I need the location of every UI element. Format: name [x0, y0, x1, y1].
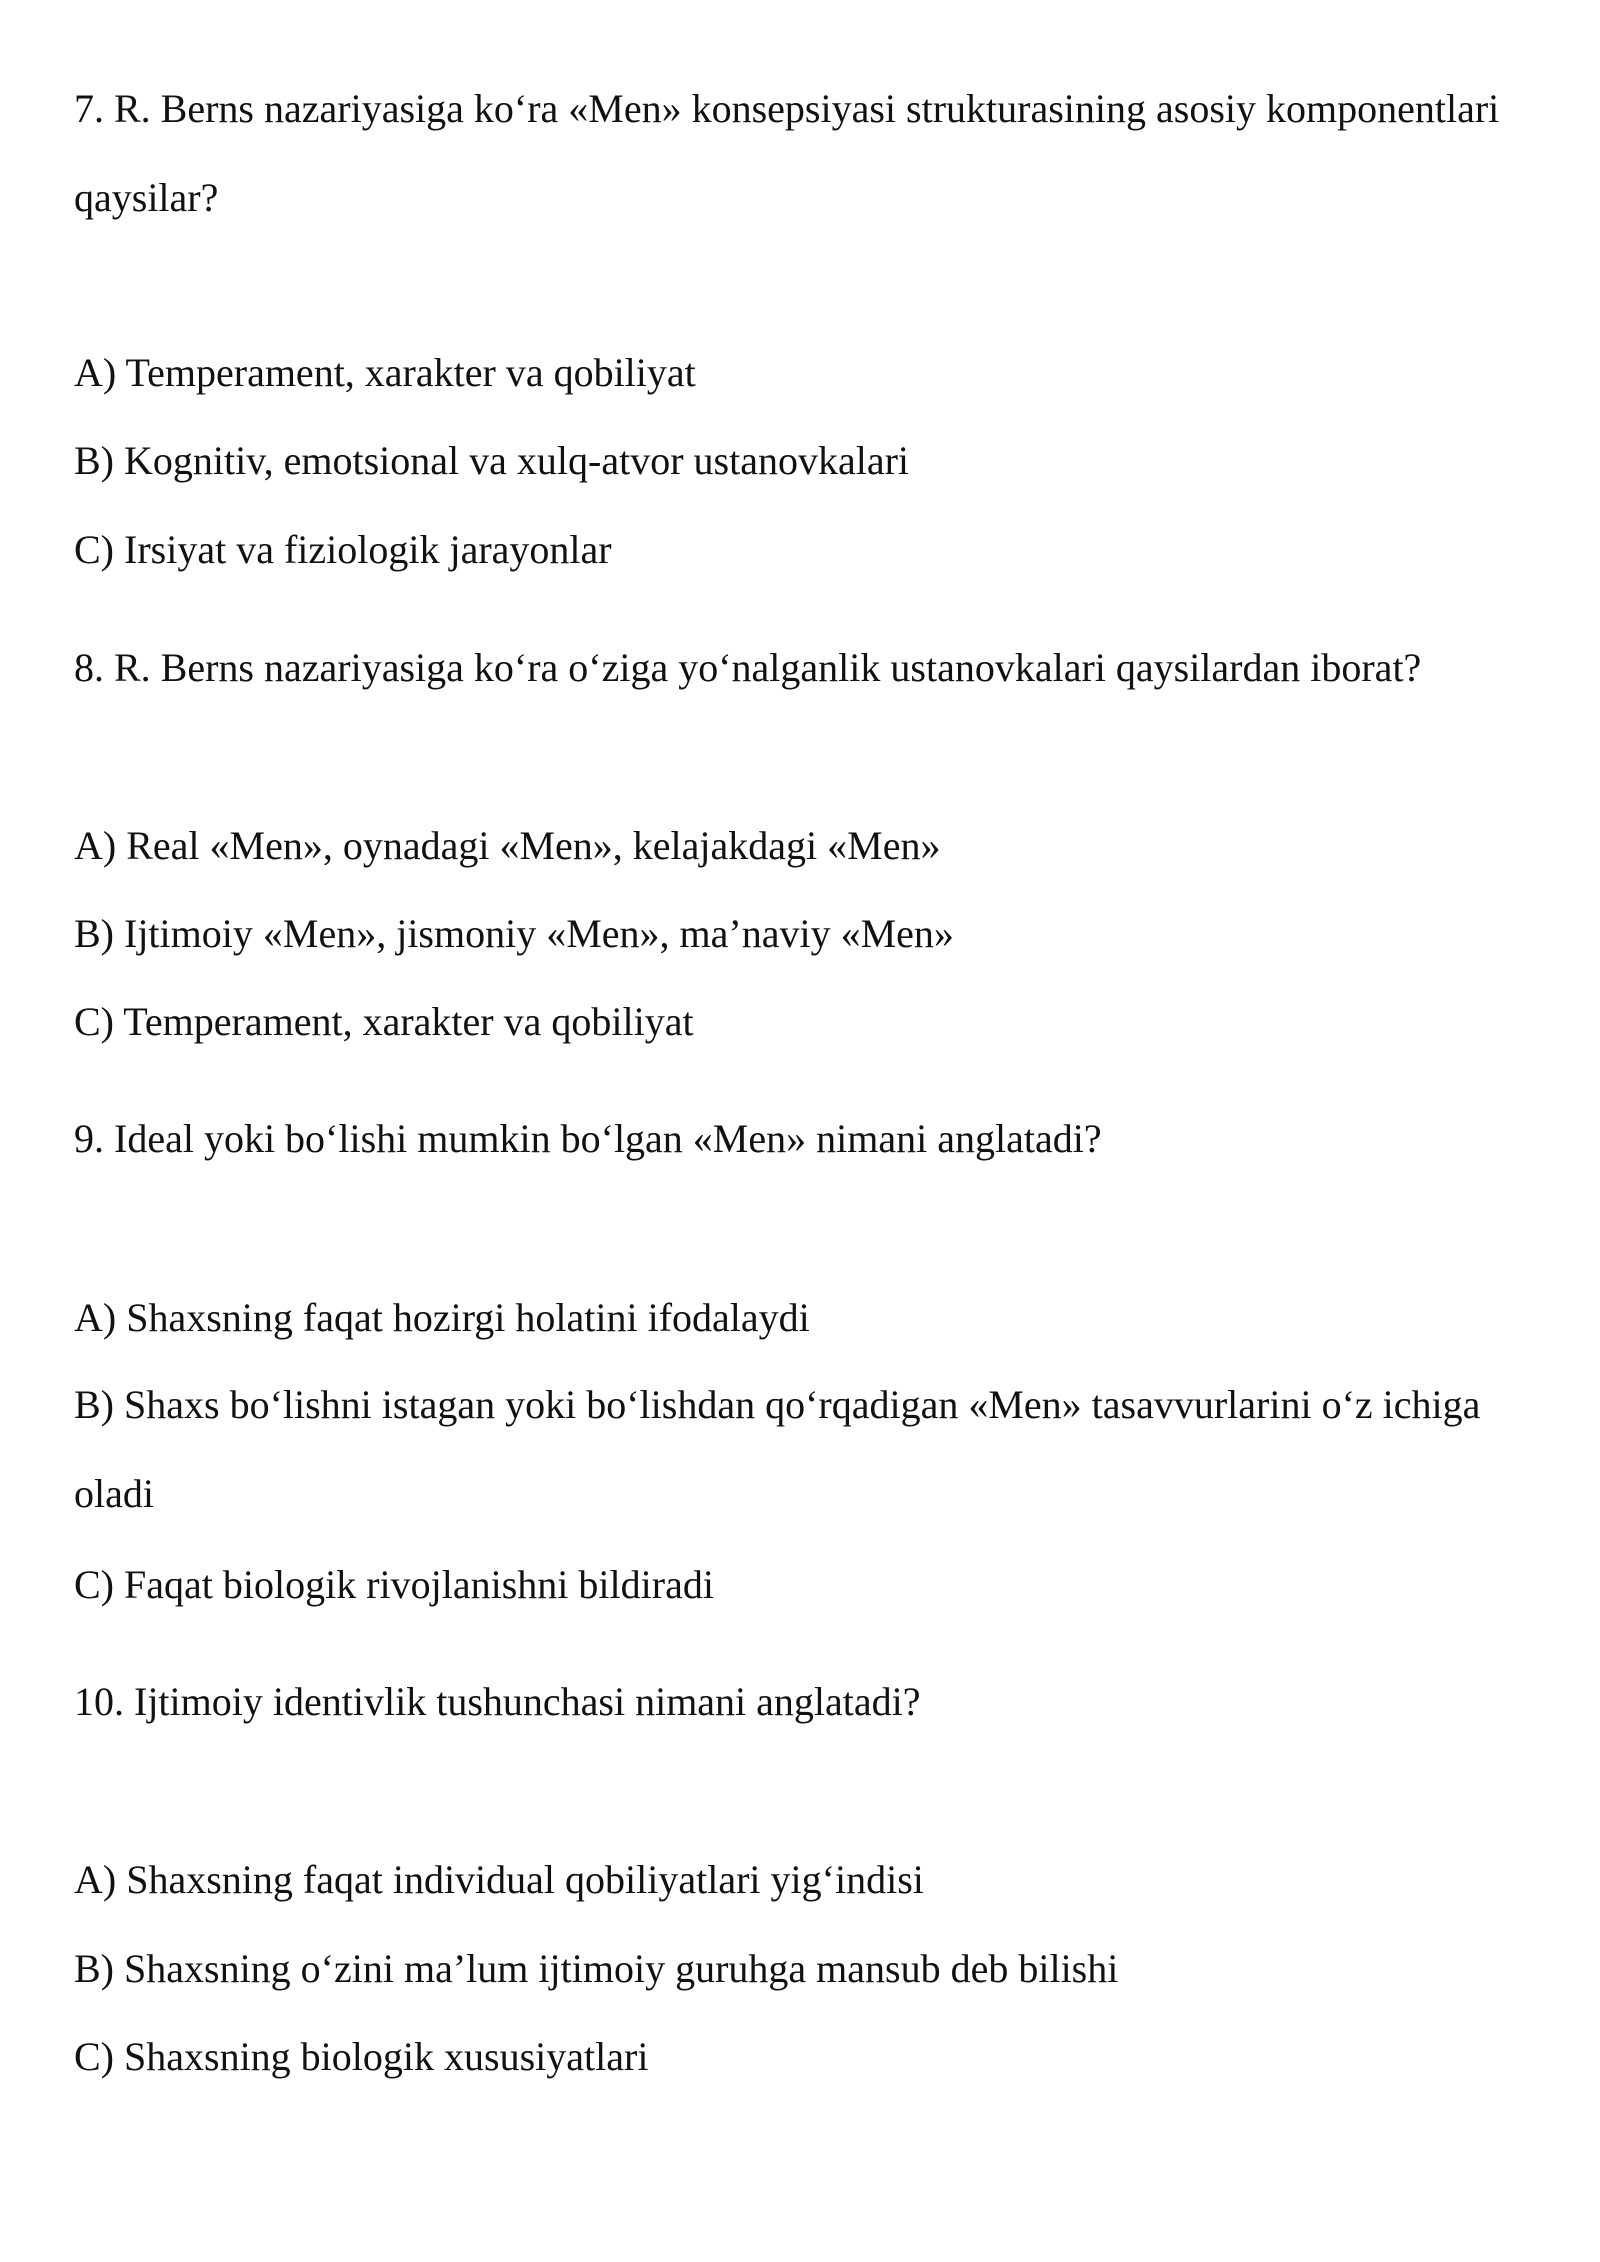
- question-7-title: 7. R. Berns nazariyasiga ko‘ra «Men» konsepsiyasi strukturasining asosiy komponentlari qaysilar?: [74, 86, 1500, 220]
- question-10-option-c: C) Shaxsning biologik xususiyatlari: [74, 2034, 649, 2079]
- question-8-option-c: C) Temperament, xarakter va qobiliyat: [74, 999, 694, 1044]
- question-8-title: 8. R. Berns nazariyasiga ko‘ra o‘ziga yo‘nalganlik ustanovkalari qaysilardan iborat?: [74, 645, 1422, 690]
- question-10-option-a: A) Shaxsning faqat individual qobiliyatlari yig‘indisi: [74, 1857, 924, 1902]
- question-10-title: 10. Ijtimoiy identivlik tushunchasi nimani anglatadi?: [74, 1679, 921, 1724]
- question-8-option-b: B) Ijtimoiy «Men», jismoniy «Men», ma’naviy «Men»: [74, 911, 954, 956]
- question-9-option-a: A) Shaxsning faqat hozirgi holatini ifodalaydi: [74, 1295, 810, 1340]
- question-9-option-c: C) Faqat biologik rivojlanishni bildiradi: [74, 1562, 714, 1607]
- question-7-option-a: A) Temperament, xarakter va qobiliyat: [74, 350, 696, 395]
- question-10-option-b: B) Shaxsning o‘zini ma’lum ijtimoiy guruhga mansub deb bilishi: [74, 1946, 1119, 1991]
- question-8-option-a: A) Real «Men», oynadagi «Men», kelajakdagi «Men»: [74, 823, 941, 868]
- question-7-option-c: C) Irsiyat va fiziologik jarayonlar: [74, 527, 612, 572]
- question-7-option-b: B) Kognitiv, emotsional va xulq-atvor ustanovkalari: [74, 438, 910, 483]
- question-9-title: 9. Ideal yoki bo‘lishi mumkin bo‘lgan «Men» nimani anglatadi?: [74, 1116, 1102, 1161]
- question-9-option-b: B) Shaxs bo‘lishni istagan yoki bo‘lishdan qo‘rqadigan «Men» tasavvurlarini o‘z ichiga oladi: [74, 1382, 1481, 1516]
